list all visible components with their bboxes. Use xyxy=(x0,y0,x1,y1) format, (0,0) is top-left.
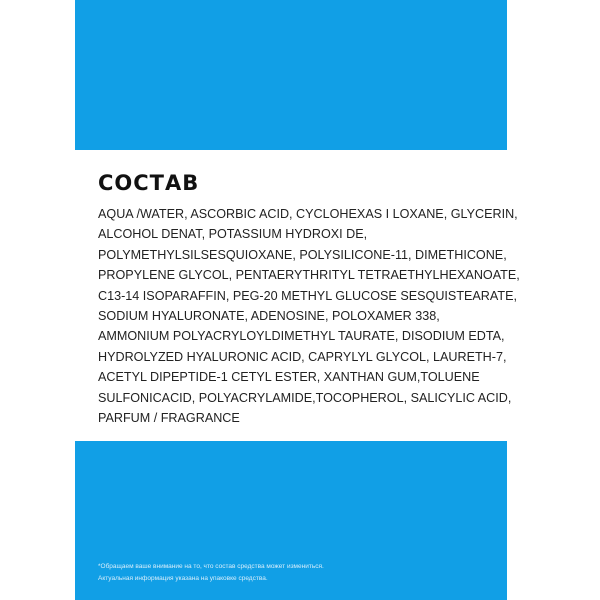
ingredients-line: ALCOHOL DENAT, POTASSIUM HYDROXI DE, xyxy=(98,227,368,242)
disclaimer-line-2: Актуальная информация указана на упаковке средства. xyxy=(98,575,268,582)
ingredients-card xyxy=(75,150,520,441)
ingredients-line: SODIUM HYALURONATE, ADENOSINE, POLOXAMER 338, xyxy=(98,309,440,324)
ingredients-line: AMMONIUM POLYACRYLOYLDIMETHYL TAURATE, DISODIUM EDTA, xyxy=(98,329,505,344)
card-title: СОСТАВ xyxy=(98,171,200,195)
ingredients-line: HYDROLYZED HYALURONIC ACID, CAPRYLYL GLYCOL, LAURETH-7, xyxy=(98,349,507,364)
ingredients-line: ACETYL DIPEPTIDE-1 CETYL ESTER, XANTHAN GUM,TOLUENE xyxy=(98,370,480,385)
ingredients-line: AQUA /WATER, ASCORBIC ACID, CYCLOHEXAS I LOXANE, GLYCERIN, xyxy=(98,207,518,221)
disclaimer-line-1: *Обращаем ваше внимание на то, что состав средства может измениться. xyxy=(98,563,324,570)
ingredients-line: SULFONICACID, POLYACRYLAMIDE,TOCOPHEROL, SALICYLIC ACID, xyxy=(98,390,512,405)
ingredients-line: PROPYLENE GLYCOL, PENTAERYTHRITYL TETRAETHYLHEXANOATE, xyxy=(98,268,520,283)
ingredients-line: POLYMETHYLSILSESQUIOXANE, POLYSILICONE-11, DIMETHICONE, xyxy=(98,247,507,262)
ingredients-list xyxy=(98,204,520,428)
ingredients-line: C13-14 ISOPARAFFIN, PEG-20 METHYL GLUCOSE SESQUISTEARATE, xyxy=(98,288,517,303)
ingredients-line: PARFUM / FRAGRANCE xyxy=(98,411,240,426)
